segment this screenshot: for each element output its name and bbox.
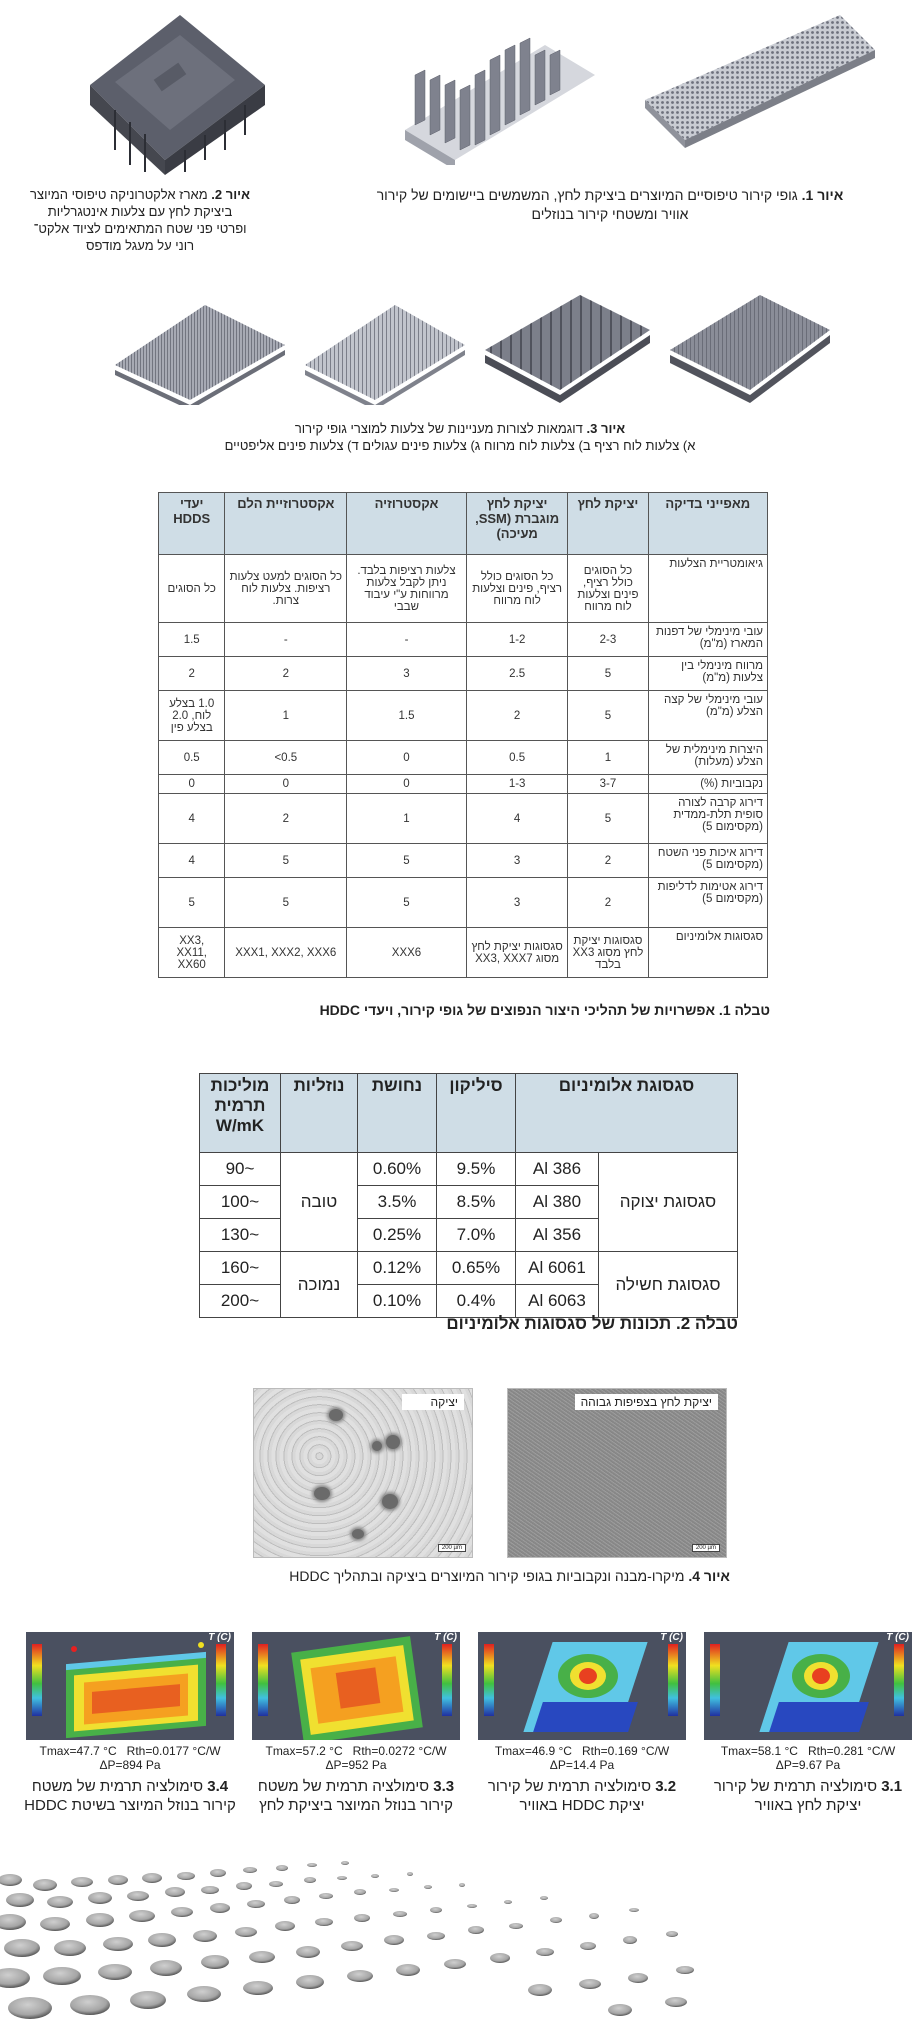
table-cell: סגסוגות יציקת לחץ מסוג XX3 בלבד xyxy=(568,928,648,978)
thermal-sim-3-4-caption: 3.4 סימולציה תרמית של משטח קירור בנוזל המיוצר בשיטת HDDC xyxy=(24,1778,236,1814)
table-cell: 5 xyxy=(568,691,648,741)
decorative-pin-pattern xyxy=(0,1840,916,2019)
alloy-group: סגסוגת יצוקה xyxy=(598,1153,737,1252)
table-row xyxy=(159,657,768,691)
table-cell: כל הסוגים xyxy=(159,555,225,623)
table-cell: סגסוגות יציקת לחץ מסוג XX3, XXX7 xyxy=(466,928,568,978)
copper-value: 3.5% xyxy=(358,1186,437,1219)
table-1-caption: טבלה 1. אפשרויות של תהליכי היצור הנפוצים של גופי קירור, ויעדי HDDC xyxy=(319,1002,770,1018)
row-header: היצרות מינימלית של הצלע (מעלות) xyxy=(648,741,768,775)
table-row xyxy=(159,691,768,741)
alloy-group: סגסוגת חשילה xyxy=(598,1252,737,1318)
fluidity-value: טובה xyxy=(281,1153,358,1252)
conductivity-value: ~160 xyxy=(200,1252,281,1285)
silicon-value: 9.5% xyxy=(437,1153,516,1186)
table-cell: 0.5 xyxy=(466,741,568,775)
conductivity-value: ~130 xyxy=(200,1219,281,1252)
table-cell: 3-7 xyxy=(568,775,648,794)
table-cell: 0 xyxy=(347,741,467,775)
alloy-name: Al 6063 xyxy=(516,1285,599,1318)
column-header: אקסטרוזיית הלם xyxy=(225,493,347,555)
table-cell: 4 xyxy=(466,794,568,844)
table-cell: כל הסוגים כולל רציף, פינים וצלעות לוח מרווח xyxy=(568,555,648,623)
figure-1-plate-fin-heatsink xyxy=(400,35,600,165)
figure-4-caption: איור 4. מיקרו-מבנה ונקבוביות בגופי קירור המיוצרים ביציקה ובתהליך HDDC xyxy=(289,1568,730,1584)
table-cell: 0 xyxy=(225,775,347,794)
table-row xyxy=(159,928,768,978)
fluidity-value: נמוכה xyxy=(281,1252,358,1318)
row-header: נקבוביות (%) xyxy=(648,775,768,794)
table-row xyxy=(159,775,768,794)
table-cell: כל הסוגים כולל רציף, פינים וצלעות לוח מרווח xyxy=(466,555,568,623)
figure-3-heatsink-variants xyxy=(110,275,830,405)
table-row xyxy=(159,741,768,775)
table-cell: 4 xyxy=(159,794,225,844)
conductivity-value: ~100 xyxy=(200,1186,281,1219)
alloy-name: Al 380 xyxy=(516,1186,599,1219)
row-header: סגסוגות אלומיניום xyxy=(648,928,768,978)
table-cell: צלעות רציפות בלבד. ניתן לקבל צלעות מרווחות ע"י עיבוד שבבי xyxy=(347,555,467,623)
table-header-row xyxy=(159,493,768,555)
thermal-sim-3-2-stats: Tmax=46.9 °C Rth=0.169 °C/W ΔP=14.4 Pa xyxy=(494,1744,670,1772)
temperature-legend-title: T (C) xyxy=(208,1632,231,1643)
table-cell: - xyxy=(225,623,347,657)
thermal-sim-3-4-image xyxy=(26,1632,234,1740)
figure-1-pin-fin-heatsink xyxy=(640,10,880,150)
table-cell: 5 xyxy=(225,878,347,928)
table-manufacturing-processes xyxy=(158,492,768,978)
table-cell: 5 xyxy=(225,844,347,878)
table-cell: 2 xyxy=(225,657,347,691)
figure-3-label: איור 3. xyxy=(586,421,626,436)
table-cell: 2.5 xyxy=(466,657,568,691)
table-cell: 1.5 xyxy=(159,623,225,657)
table-cell: 2 xyxy=(568,844,648,878)
thermal-sim-3-3-stats: Tmax=57.2 °C Rth=0.0272 °C/W ΔP=952 Pa xyxy=(265,1744,447,1772)
table-cell: 0 xyxy=(159,775,225,794)
table-cell: כל הסוגים למעט צלעות רציפות. צלעות לוח צרות. xyxy=(225,555,347,623)
thermal-sim-3-1-stats: Tmax=58.1 °C Rth=0.281 °C/W ΔP=9.67 Pa xyxy=(720,1744,896,1772)
table-cell: 5 xyxy=(159,878,225,928)
alloy-name: Al 6061 xyxy=(516,1252,599,1285)
table-cell: 1 xyxy=(568,741,648,775)
scale-bar: 200 µm xyxy=(692,1544,720,1552)
table-cell: 1-2 xyxy=(466,623,568,657)
temperature-legend-title: T (C) xyxy=(434,1632,457,1643)
row-header: דירוג אטימות לדליפות (מקסימום 5) xyxy=(648,878,768,928)
silicon-value: 0.65% xyxy=(437,1252,516,1285)
column-header: נוזליות xyxy=(281,1074,358,1153)
table-cell: XX3, XX11, XX60 xyxy=(159,928,225,978)
thermal-sim-3-2-caption: 3.2 סימולציה תרמית של קירור יציקת HDDC באוויר xyxy=(487,1778,677,1814)
table-row xyxy=(159,623,768,657)
figure-2-image xyxy=(55,10,265,175)
table-cell: 2 xyxy=(568,878,648,928)
table-row xyxy=(200,1153,738,1186)
table-cell: 3 xyxy=(466,878,568,928)
row-header: דירוג קרבה לצורה סופית תלת-ממדית (מקסימום 5) xyxy=(648,794,768,844)
copper-value: 0.10% xyxy=(358,1285,437,1318)
column-header: יציקת לחץ xyxy=(568,493,648,555)
table-row xyxy=(159,878,768,928)
table-cell: 2 xyxy=(225,794,347,844)
thermal-sim-3-3-image xyxy=(252,1632,460,1740)
table-header-row xyxy=(200,1074,738,1153)
row-header: דירוג איכות פני השטח (מקסימום 5) xyxy=(648,844,768,878)
thermal-sim-3-3-caption: 3.3 סימולציה תרמית של משטח קירור בנוזל המיוצר ביציקת לחץ xyxy=(257,1778,455,1814)
row-header: עובי מינימלי של דפנות המארז (מ"מ) xyxy=(648,623,768,657)
thermal-sim-3-2-image xyxy=(478,1632,686,1740)
table-aluminum-alloys xyxy=(199,1073,738,1318)
table-cell: 1 xyxy=(225,691,347,741)
copper-value: 0.12% xyxy=(358,1252,437,1285)
copper-value: 0.60% xyxy=(358,1153,437,1186)
temperature-legend-title: T (C) xyxy=(886,1632,909,1643)
row-header: עובי מינימלי של קצה הצלע (מ"מ) xyxy=(648,691,768,741)
conductivity-value: ~90 xyxy=(200,1153,281,1186)
thermal-sim-3-1-image xyxy=(704,1632,912,1740)
table-cell: 2-3 xyxy=(568,623,648,657)
column-header: יציקת לחץ מוגברת (SSM, מעיכה) xyxy=(466,493,568,555)
column-header: סגסוגת אלומיניום xyxy=(516,1074,738,1153)
table-cell: 5 xyxy=(568,794,648,844)
table-cell: 1-3 xyxy=(466,775,568,794)
silicon-value: 7.0% xyxy=(437,1219,516,1252)
figure-2-caption: איור 2. מארז אלקטרוניקה טיפוסי המיוצר ביציקת לחץ עם צלעות אינטגרליות ופרטי פני שטח המתאימים לציוד אלקט־ רוני על מעגל מודפס xyxy=(30,187,250,253)
copper-value: 0.25% xyxy=(358,1219,437,1252)
table-row xyxy=(159,794,768,844)
table-cell: 0 xyxy=(347,775,467,794)
scale-bar: 200 µm xyxy=(438,1544,466,1552)
micrograph-label: יציקה xyxy=(402,1394,464,1410)
micrograph-casting xyxy=(253,1388,473,1558)
alloy-name: Al 386 xyxy=(516,1153,599,1186)
figure-1-label: איור 1. xyxy=(801,187,844,203)
table-cell: 5 xyxy=(347,878,467,928)
table-cell: 4 xyxy=(159,844,225,878)
table-cell: 3 xyxy=(347,657,467,691)
alloy-name: Al 356 xyxy=(516,1219,599,1252)
table-cell: 0.5 xyxy=(159,741,225,775)
figure-3-caption: איור 3. דוגמאות לצורות מעניינות של צלעות למוצרי גופי קירור א) צלעות לוח רציף ב) צלעות לוח מרווח ג) צלעות פינים עגולים ד) צלעות פינים אליפטיים xyxy=(224,421,696,453)
table-cell: 1 xyxy=(347,794,467,844)
table-cell: 2 xyxy=(466,691,568,741)
micrograph-hddc xyxy=(507,1388,727,1558)
table-cell: 1.5 xyxy=(347,691,467,741)
table-row xyxy=(159,555,768,623)
table-cell: 2 xyxy=(159,657,225,691)
column-header: מוליכות תרמית W/mK xyxy=(200,1074,281,1153)
thermal-sim-3-1-caption: 3.1 סימולציה תרמית של קירור יציקת לחץ באוויר xyxy=(713,1778,903,1814)
table-cell: 5 xyxy=(347,844,467,878)
column-header: נחושת xyxy=(358,1074,437,1153)
table-cell: XXX6 xyxy=(347,928,467,978)
row-header: גיאומטריית הצלעות xyxy=(648,555,768,623)
silicon-value: 8.5% xyxy=(437,1186,516,1219)
conductivity-value: ~200 xyxy=(200,1285,281,1318)
temperature-legend-title: T (C) xyxy=(660,1632,683,1643)
table-cell: 3 xyxy=(466,844,568,878)
micrograph-label: יציקת לחץ בצפיפות גבוהה xyxy=(575,1394,718,1410)
table-row xyxy=(200,1252,738,1285)
row-header: מרווח מינימלי בין צלעות (מ"מ) xyxy=(648,657,768,691)
table-cell: <0.5 xyxy=(225,741,347,775)
column-header: סיליקון xyxy=(437,1074,516,1153)
table-row xyxy=(159,844,768,878)
figure-1-caption: איור 1. גופי קירור טיפוסיים המיוצרים ביציקת לחץ, המשמשים ביישומים של קירור אוויר ומשטחי קירור בנוזלים xyxy=(376,187,844,222)
column-header: יעדי HDDS xyxy=(159,493,225,555)
figure-2-label: איור 2. xyxy=(211,187,250,202)
table-cell: 1.0 בצלע לוח, 2.0 בצלע פין xyxy=(159,691,225,741)
column-header: מאפייני בדיקה xyxy=(648,493,768,555)
column-header: אקסטרוזיה xyxy=(347,493,467,555)
figure-4-label: איור 4. xyxy=(688,1568,730,1584)
silicon-value: 0.4% xyxy=(437,1285,516,1318)
thermal-sim-3-4-stats: Tmax=47.7 °C Rth=0.0177 °C/W ΔP=894 Pa xyxy=(39,1744,221,1772)
table-cell: - xyxy=(347,623,467,657)
table-cell: XXX1, XXX2, XXX6 xyxy=(225,928,347,978)
table-cell: 5 xyxy=(568,657,648,691)
table-2-caption: טבלה 2. תכונות של סגסוגות אלומיניום xyxy=(446,1314,738,1333)
